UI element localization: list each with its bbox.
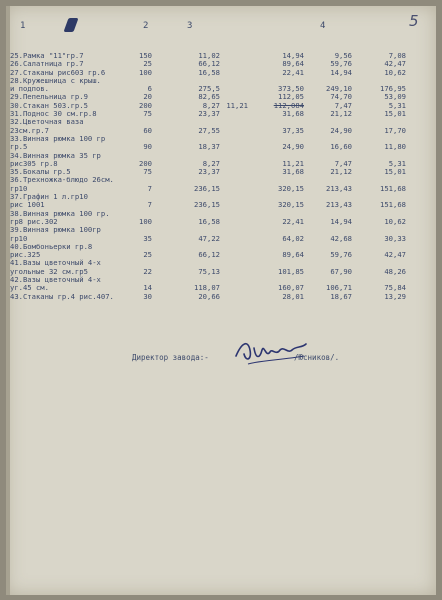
item-name: рис 1001: [10, 200, 45, 210]
item-total-a: 14,94: [282, 51, 304, 60]
item-price: 23,37: [198, 109, 220, 119]
table-row: [6, 210, 436, 218]
item-total-c: 5,31: [388, 100, 406, 110]
item-total-a: 37,35: [282, 125, 304, 135]
item-total-b: 9,56: [334, 51, 352, 60]
item-total-b: 249,10: [326, 84, 352, 94]
item-price: 275,5: [198, 84, 220, 94]
page-number: 5: [409, 12, 419, 30]
item-total-a: 31,68: [282, 109, 304, 119]
item-total-c: 75,84: [384, 283, 406, 293]
item-total-c: 5,31: [388, 158, 406, 168]
item-quantity: 100: [139, 216, 152, 226]
item-total-c: 42,47: [384, 250, 406, 260]
item-price-extra: 11,21: [226, 100, 248, 110]
table-row: [6, 243, 436, 251]
item-total-a: 22,41: [282, 216, 304, 226]
table-row: [6, 118, 436, 126]
item-total-b: 18,67: [330, 291, 352, 301]
item-total-a: 28,01: [282, 291, 304, 301]
item-total-a: 31,68: [282, 167, 304, 177]
item-total-a: 320,15: [278, 183, 304, 193]
item-price: 82,65: [198, 92, 220, 102]
item-total-a: 11,21: [282, 158, 304, 168]
item-name: рис305 гр.8: [10, 158, 58, 168]
item-total-b: 7,47: [334, 100, 352, 110]
item-total-c: 15,01: [384, 167, 406, 177]
item-name: 40.Бомбоньерки гр.8: [10, 241, 93, 251]
item-quantity: 200: [139, 158, 152, 168]
item-total-b: 7,47: [334, 158, 352, 168]
item-price: 20,66: [198, 291, 220, 301]
item-total-b: 59,76: [330, 59, 352, 69]
item-price: 47,22: [198, 233, 220, 243]
item-name: 33.Винная рюмка 100 гр: [10, 133, 106, 143]
item-price: 75,13: [198, 266, 220, 276]
document-page: [6, 6, 436, 595]
item-name: 38.Винная рюмка 100 гр.: [10, 208, 110, 218]
item-total-b: 16,60: [330, 142, 352, 152]
item-quantity: 14: [143, 283, 152, 293]
item-name: 42.Вазы цветочный 4-х: [10, 275, 101, 285]
column-header-3: 3: [187, 21, 193, 31]
item-price: 8,27: [202, 158, 220, 168]
item-total-b: 14,94: [330, 67, 352, 77]
item-total-a: 89,64: [282, 250, 304, 260]
item-quantity: 30: [143, 291, 152, 301]
item-name: 23см.гр.7: [10, 125, 49, 135]
item-total-c: 151,68: [380, 183, 406, 193]
item-total-b: 21,12: [330, 167, 352, 177]
item-name: гр10: [10, 233, 28, 243]
item-name: 34.Винная рюмка 35 гр: [10, 150, 101, 160]
column-header-2: 2: [143, 21, 149, 31]
item-total-c: 42,47: [384, 59, 406, 69]
item-total-c: 176,95: [380, 84, 406, 94]
item-total-b: 14,94: [330, 216, 352, 226]
item-price: 27,55: [198, 125, 220, 135]
item-name: 41.Вазы цветочный 4-х: [10, 258, 101, 268]
item-quantity: 35: [143, 233, 152, 243]
item-quantity: 60: [143, 125, 152, 135]
item-name: 29.Пепельница гр.9: [10, 92, 88, 102]
item-name: 31.Поднос 30 см.гр.8: [10, 109, 97, 119]
item-name: уг.45 см.: [10, 283, 49, 293]
item-total-c: 30,33: [384, 233, 406, 243]
item-total-c: 11,80: [384, 142, 406, 152]
item-price: 18,37: [198, 142, 220, 152]
item-total-c: 7,08: [388, 51, 406, 60]
item-total-a: 24,90: [282, 142, 304, 152]
item-quantity: 20: [143, 92, 152, 102]
item-name: 30.Стакан 503.гр.5: [10, 100, 88, 110]
item-name: гр.5: [10, 142, 28, 152]
item-total-c: 13,29: [384, 291, 406, 301]
item-price: 23,37: [198, 167, 220, 177]
item-name: и подпов.: [10, 84, 49, 94]
item-total-a: 22,41: [282, 67, 304, 77]
item-name: 43.Стаканы гр.4 рис.407.: [10, 291, 114, 301]
item-quantity: 25: [143, 59, 152, 69]
table-row: [6, 226, 436, 234]
item-name: гр10: [10, 183, 28, 193]
item-total-c: 10,62: [384, 67, 406, 77]
item-name: 26.Салатница гр.7: [10, 59, 84, 69]
item-name: угольные 32 см.гр5: [10, 266, 88, 276]
item-total-b: 213,43: [326, 200, 352, 210]
column-header-4: 4: [320, 21, 326, 31]
item-quantity: 75: [143, 109, 152, 119]
item-price: 118,07: [194, 283, 220, 293]
item-total-c: 10,62: [384, 216, 406, 226]
item-total-b: 24,90: [330, 125, 352, 135]
item-total-c: 48,26: [384, 266, 406, 276]
item-total-a: 160,07: [278, 283, 304, 293]
item-name: 25.Рамка "11"гр.7: [10, 51, 84, 60]
item-name: 36.Трехножка-блюдо 26см.: [10, 175, 114, 185]
item-price: 236,15: [194, 183, 220, 193]
item-quantity: 100: [139, 67, 152, 77]
item-table: [6, 52, 436, 301]
table-row: [6, 152, 436, 160]
director-title: Директор завода:-: [132, 353, 209, 362]
table-row: [6, 193, 436, 201]
item-quantity: 6: [147, 84, 152, 94]
column-header: [6, 21, 436, 35]
item-total-a: 112,05: [278, 92, 304, 102]
table-row: [6, 176, 436, 184]
item-price: 8,27: [202, 100, 220, 110]
item-name: 39.Винная рюмка 100гр: [10, 225, 101, 235]
item-total-c: 151,68: [380, 200, 406, 210]
director-name: /Юсников/.: [294, 353, 340, 362]
item-total-a: 101,85: [278, 266, 304, 276]
item-quantity: 22: [143, 266, 152, 276]
item-total-b: 42,68: [330, 233, 352, 243]
item-total-b: 213,43: [326, 183, 352, 193]
item-price: 66,12: [198, 59, 220, 69]
table-row: [6, 293, 436, 301]
item-name: рис.325: [10, 250, 41, 260]
item-price: 16,58: [198, 67, 220, 77]
table-row: [6, 276, 436, 284]
item-total-b: 106,71: [326, 283, 352, 293]
item-total-a: 320,15: [278, 200, 304, 210]
item-name: 28.Кружешница с крыш.: [10, 75, 101, 85]
item-name: 27.Стаканы рис603 гр.6: [10, 67, 106, 77]
table-row: [6, 77, 436, 85]
item-quantity: 200: [139, 100, 152, 110]
item-name: 32.Цветочная ваза: [10, 117, 84, 127]
item-price: 16,58: [198, 216, 220, 226]
item-price: 11,02: [198, 51, 220, 60]
item-quantity: 150: [139, 51, 152, 60]
item-total-c: 15,01: [384, 109, 406, 119]
item-total-a: 373,50: [278, 84, 304, 94]
item-quantity: 75: [143, 167, 152, 177]
item-quantity: 7: [147, 200, 152, 210]
column-header-1: 1: [20, 21, 26, 31]
item-price: 66,12: [198, 250, 220, 260]
item-total-b: 21,12: [330, 109, 352, 119]
item-total-b: 74,70: [330, 92, 352, 102]
item-quantity: 25: [143, 250, 152, 260]
item-total-b: 59,76: [330, 250, 352, 260]
item-quantity: 90: [143, 142, 152, 152]
table-row: [6, 135, 436, 143]
item-total-c: 53,09: [384, 92, 406, 102]
director-signature: [232, 334, 312, 370]
item-total-a: 112,084: [273, 100, 304, 110]
item-total-a: 64,02: [282, 233, 304, 243]
item-quantity: 7: [147, 183, 152, 193]
item-total-b: 67,90: [330, 266, 352, 276]
item-total-a: 89,64: [282, 59, 304, 69]
item-total-c: 17,70: [384, 125, 406, 135]
item-name: гр8 рис.302: [10, 216, 58, 226]
item-price: 236,15: [194, 200, 220, 210]
item-name: 37.Графин 1 л.гр10: [10, 192, 88, 202]
item-name: 35.Бокалы гр.5: [10, 167, 71, 177]
